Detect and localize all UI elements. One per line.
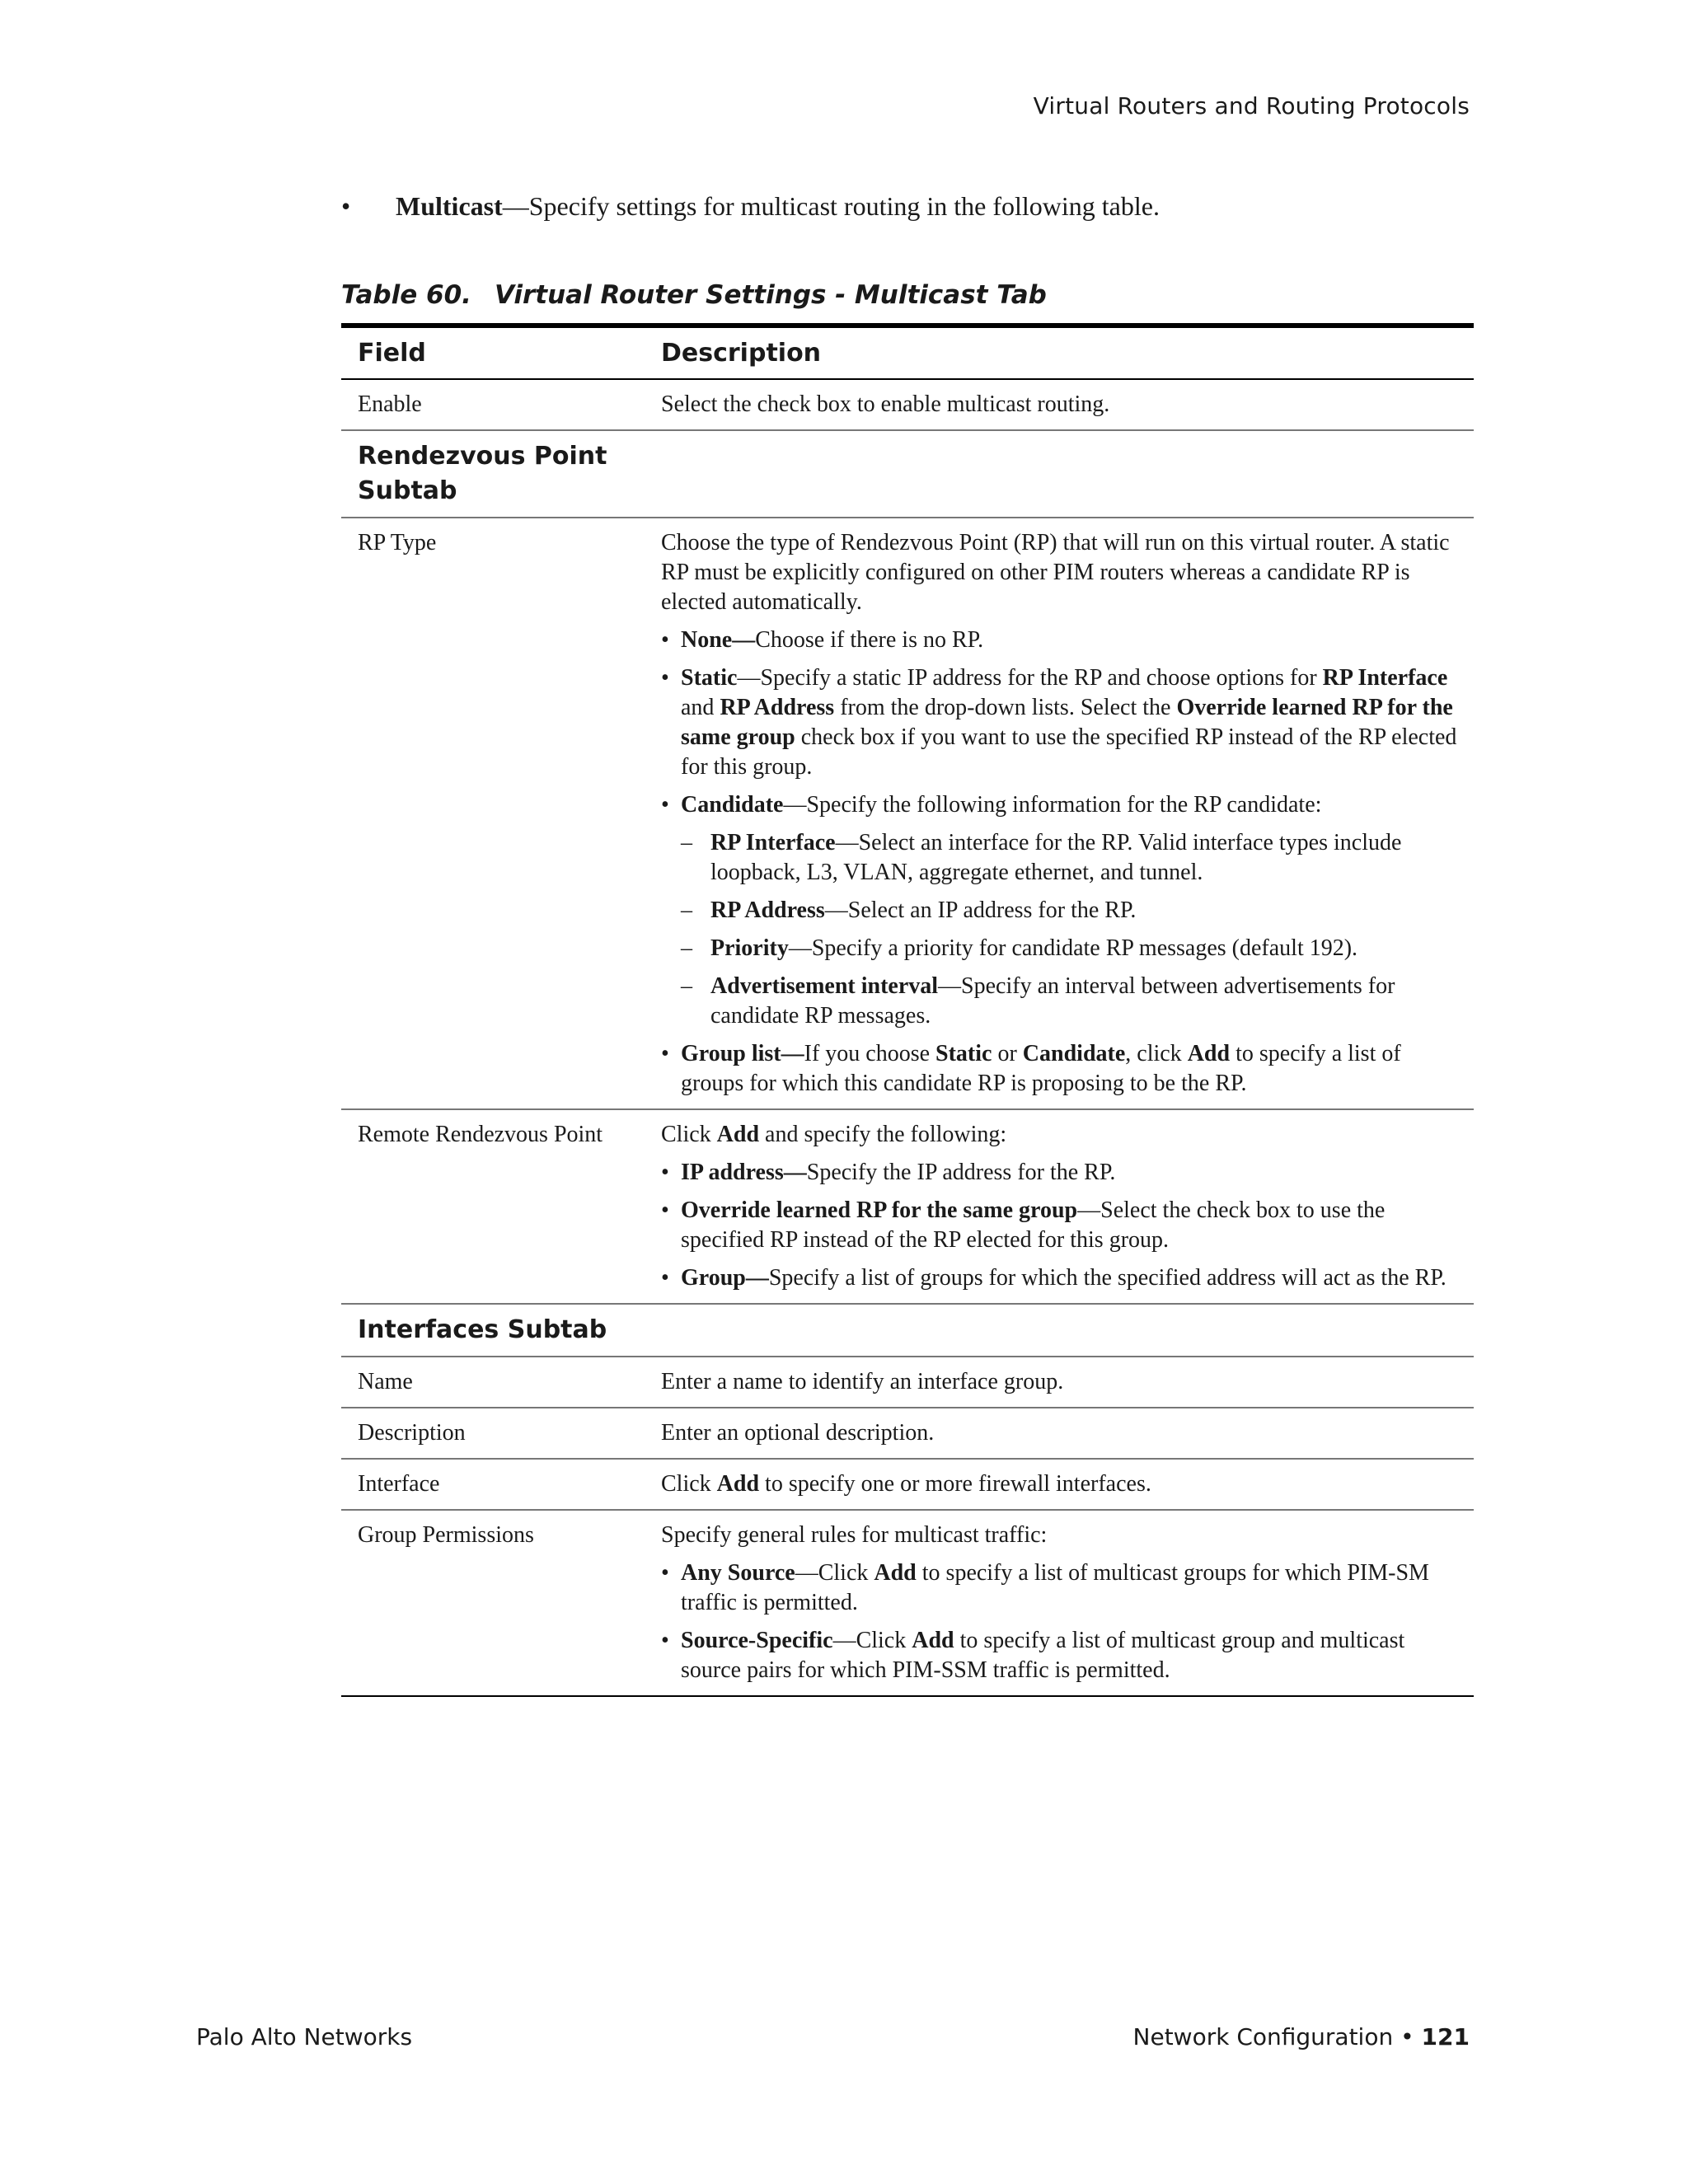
settings-table xyxy=(341,323,1474,1697)
term-candidate: Candidate xyxy=(681,792,784,818)
desc-group-permissions xyxy=(645,1510,1474,1696)
sub-term: RP Address xyxy=(710,898,825,923)
sublist-item xyxy=(681,972,1457,1031)
text-interface-2: to specify one or more firewall interfaces. xyxy=(759,1471,1151,1497)
section-empty-cell xyxy=(645,1304,1474,1357)
sublist-item xyxy=(681,828,1457,888)
footer-company: Palo Alto Networks xyxy=(196,2023,413,2050)
desc-description: Enter an optional description. xyxy=(645,1408,1474,1459)
table-title: Virtual Router Settings - Multicast Tab xyxy=(494,280,1047,310)
section-title-rendezvous: Rendezvous Point Subtab xyxy=(341,430,645,518)
section-empty-cell xyxy=(645,430,1474,518)
table-row xyxy=(341,518,1474,1109)
item-text: Specify the IP address for the RP. xyxy=(806,1160,1116,1185)
sub-text: —Specify an interval between advertisements for candidate RP messages. xyxy=(710,973,1395,1029)
text-static-3: from the drop-down lists. Select the xyxy=(834,695,1177,720)
remote-rp-intro xyxy=(661,1120,1457,1150)
list-item-static xyxy=(661,663,1457,782)
item-term: Group— xyxy=(681,1265,769,1291)
intro-desc: —Specify settings for multicast routing in the following table. xyxy=(502,191,1160,221)
list-item-group-list xyxy=(661,1039,1457,1099)
remote-rp-list xyxy=(661,1158,1457,1293)
list-item-source-specific xyxy=(661,1626,1457,1685)
table-row xyxy=(341,1357,1474,1408)
term-static-ref: Static xyxy=(935,1041,992,1066)
field-group-permissions: Group Permissions xyxy=(341,1510,645,1696)
term-none: None— xyxy=(681,627,756,653)
sub-text: —Select an interface for the RP. Valid interface types include loopback, L3, VLAN, aggregate ethernet, and tunnel. xyxy=(710,830,1402,885)
desc-remote-rp xyxy=(645,1109,1474,1304)
text-ss-1: —Click xyxy=(832,1628,912,1653)
candidate-sublist xyxy=(681,828,1457,1031)
rp-type-intro: Choose the type of Rendezvous Point (RP) that will run on this virtual router. A static RP must be explicitly configured on other PIM routers whereas a candidate RP is elected automatically. xyxy=(661,530,1450,615)
sub-term: Priority xyxy=(710,935,789,961)
group-permissions-list xyxy=(661,1558,1457,1685)
bullet-glyph: • xyxy=(341,191,351,221)
desc-enable: Select the check box to enable multicast routing. xyxy=(645,379,1474,430)
text-any-1: —Click xyxy=(795,1560,874,1586)
field-enable: Enable xyxy=(341,379,645,430)
text-group-1: If you choose xyxy=(804,1041,936,1066)
term-override: Override learned RP for the same group xyxy=(681,695,1453,750)
term-add: Add xyxy=(716,1471,760,1497)
desc-rp-type xyxy=(645,518,1474,1109)
field-description: Description xyxy=(341,1408,645,1459)
table-row xyxy=(341,1459,1474,1510)
sub-term: RP Interface xyxy=(710,830,836,855)
running-header: Virtual Routers and Routing Protocols xyxy=(1033,92,1470,120)
field-rp-type: RP Type xyxy=(341,518,645,1109)
section-row-interfaces xyxy=(341,1304,1474,1357)
intro-bullet-item xyxy=(341,191,1160,222)
text-group-4: to specify a list of groups for which this candidate RP is proposing to be the RP. xyxy=(681,1041,1401,1096)
footer-section: Network Configuration xyxy=(1132,2023,1394,2050)
term-static: Static xyxy=(681,665,738,691)
list-item xyxy=(661,1196,1457,1255)
text-static-1: —Specify a static IP address for the RP and choose options for xyxy=(737,665,1323,691)
term-any-source: Any Source xyxy=(681,1560,795,1586)
text-group-2: or xyxy=(992,1041,1023,1066)
footer-separator: • xyxy=(1393,2023,1422,2050)
table-caption xyxy=(341,280,1047,310)
text-static-4: check box if you want to use the specified RP instead of the RP elected for this group. xyxy=(681,724,1457,780)
text-interface-1: Click xyxy=(661,1471,717,1497)
sub-text: —Specify a priority for candidate RP messages (default 192). xyxy=(788,935,1358,961)
list-item-candidate xyxy=(661,790,1457,1031)
group-permissions-intro: Specify general rules for multicast traffic: xyxy=(661,1522,1048,1548)
text-none: Choose if there is no RP. xyxy=(755,627,984,653)
section-row-rendezvous xyxy=(341,430,1474,518)
intro-term: Multicast xyxy=(396,191,503,221)
term-add: Add xyxy=(874,1560,917,1586)
item-term: IP address— xyxy=(681,1160,807,1185)
list-item-none xyxy=(661,626,1457,655)
desc-interface xyxy=(645,1459,1474,1510)
table-header-row xyxy=(341,326,1474,379)
field-name: Name xyxy=(341,1357,645,1408)
item-text: —Select the check box to use the specified RP instead of the RP elected for this group. xyxy=(681,1197,1386,1253)
text-remote-2: and specify the following: xyxy=(759,1122,1007,1147)
table-row xyxy=(341,1408,1474,1459)
field-interface: Interface xyxy=(341,1459,645,1510)
table-row xyxy=(341,1510,1474,1696)
item-term: Override learned RP for the same group xyxy=(681,1197,1078,1223)
term-rp-address: RP Address xyxy=(720,695,835,720)
text-any-2: to specify a list of multicast groups for which PIM-SM traffic is permitted. xyxy=(681,1560,1429,1615)
sub-term: Advertisement interval xyxy=(710,973,939,999)
term-rp-interface: RP Interface xyxy=(1322,665,1448,691)
header-description: Description xyxy=(645,326,1474,379)
intro-text xyxy=(396,191,1160,222)
desc-name: Enter a name to identify an interface group. xyxy=(645,1357,1474,1408)
table-row xyxy=(341,1109,1474,1304)
field-remote-rp: Remote Rendezvous Point xyxy=(341,1109,645,1304)
rp-type-list xyxy=(661,626,1457,1099)
section-title-interfaces: Interfaces Subtab xyxy=(341,1304,645,1357)
term-add: Add xyxy=(716,1122,760,1147)
term-add: Add xyxy=(1187,1041,1231,1066)
text-group-3: , click xyxy=(1125,1041,1188,1066)
term-add: Add xyxy=(912,1628,954,1653)
text-remote-1: Click xyxy=(661,1122,717,1147)
text-candidate: —Specify the following information for the RP candidate: xyxy=(783,792,1322,818)
table-number: Table 60. xyxy=(341,280,471,310)
term-group-list: Group list— xyxy=(681,1041,804,1066)
sub-text: —Select an IP address for the RP. xyxy=(824,898,1137,923)
term-candidate-ref: Candidate xyxy=(1022,1041,1126,1066)
term-source-specific: Source-Specific xyxy=(681,1628,833,1653)
header-field: Field xyxy=(341,326,645,379)
text-ss-2: to specify a list of multicast group and multicast source pairs for which PIM-SSM traffic is permitted. xyxy=(681,1628,1405,1683)
table-row xyxy=(341,379,1474,430)
sublist-item xyxy=(681,896,1457,926)
page-number: 121 xyxy=(1421,2023,1470,2050)
text-static-2: and xyxy=(681,695,720,720)
list-item xyxy=(661,1263,1457,1293)
sublist-item xyxy=(681,934,1457,963)
list-item-any-source xyxy=(661,1558,1457,1618)
list-item xyxy=(661,1158,1457,1188)
footer-page-info xyxy=(1133,2023,1470,2050)
item-text: Specify a list of groups for which the specified address will act as the RP. xyxy=(768,1265,1447,1291)
